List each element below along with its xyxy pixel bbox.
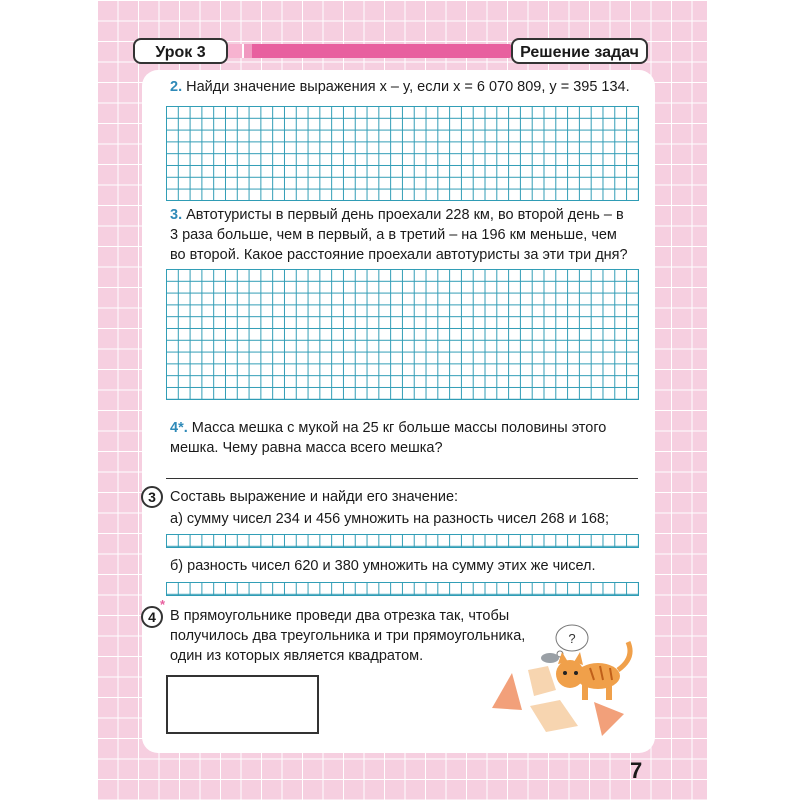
task-4 — [170, 418, 606, 458]
task-3-line-1: Автотуристы в первый день проехали 228 км, во второй день – в — [186, 207, 624, 223]
triangle-shape — [492, 673, 522, 710]
exercise-4-line-1: В прямоугольнике проведи два отрезка так, чтобы — [170, 608, 510, 624]
answer-grid-part-b[interactable] — [166, 582, 639, 596]
exercise-4-star: * — [160, 597, 166, 612]
task-3-line-3: во второй. Какое расстояние проехали автотуристы за эти три дня? — [170, 247, 628, 263]
task-4-line-1: Масса мешка с мукой на 25 кг больше массы половины этого — [191, 420, 607, 436]
page-number: 7 — [630, 758, 643, 783]
exercise-4-line-2: получилось два треугольника и три прямоугольника, — [170, 628, 526, 644]
task-4-line-2: мешка. Чему равна масса всего мешка? — [170, 440, 443, 456]
task-3-number: 3. — [170, 207, 183, 223]
exercise-3-part-b: б) разность чисел 620 и 380 умножить на сумму этих же чисел. — [170, 558, 596, 574]
exercise-3-title: Составь выражение и найди его значение: — [170, 489, 459, 505]
mouse-icon — [541, 653, 559, 663]
task-4-number: 4*. — [170, 420, 188, 436]
answer-line-task-4[interactable] — [166, 478, 638, 479]
task-2-text: Найди значение выражения x – y, если x = 6 070 809, y = 395 134. — [186, 79, 630, 95]
answer-grid-part-a[interactable] — [166, 534, 639, 548]
task-2 — [170, 77, 630, 97]
square-shape — [530, 700, 578, 732]
task-2-number: 2. — [170, 79, 183, 95]
lesson-label: Урок 3 — [133, 38, 228, 64]
cat-illustration — [490, 618, 650, 738]
exercise-3-part-a: а) сумму чисел 234 и 456 умножить на разность чисел 268 и 168; — [170, 511, 609, 527]
drawing-rectangle[interactable] — [166, 675, 319, 734]
answer-grid-task-2[interactable] — [166, 106, 639, 201]
header-bar — [228, 44, 511, 58]
task-3-line-2: 3 раза больше, чем в первый, а в третий – на 196 км меньше, чем — [170, 227, 617, 243]
exercise-4-line-3: один из которых является квадратом. — [170, 648, 424, 664]
question-mark: ? — [568, 631, 576, 646]
cat-head — [556, 660, 584, 688]
exercise-4-text — [170, 606, 525, 666]
exercise-4-number: 4 — [141, 606, 163, 628]
topic-label: Решение задач — [511, 38, 648, 64]
triangle-shape-2 — [594, 702, 624, 736]
rhombus-shape — [528, 666, 556, 696]
answer-grid-task-3[interactable] — [166, 269, 639, 400]
exercise-3-number: 3 — [141, 486, 163, 508]
task-3 — [170, 205, 628, 265]
